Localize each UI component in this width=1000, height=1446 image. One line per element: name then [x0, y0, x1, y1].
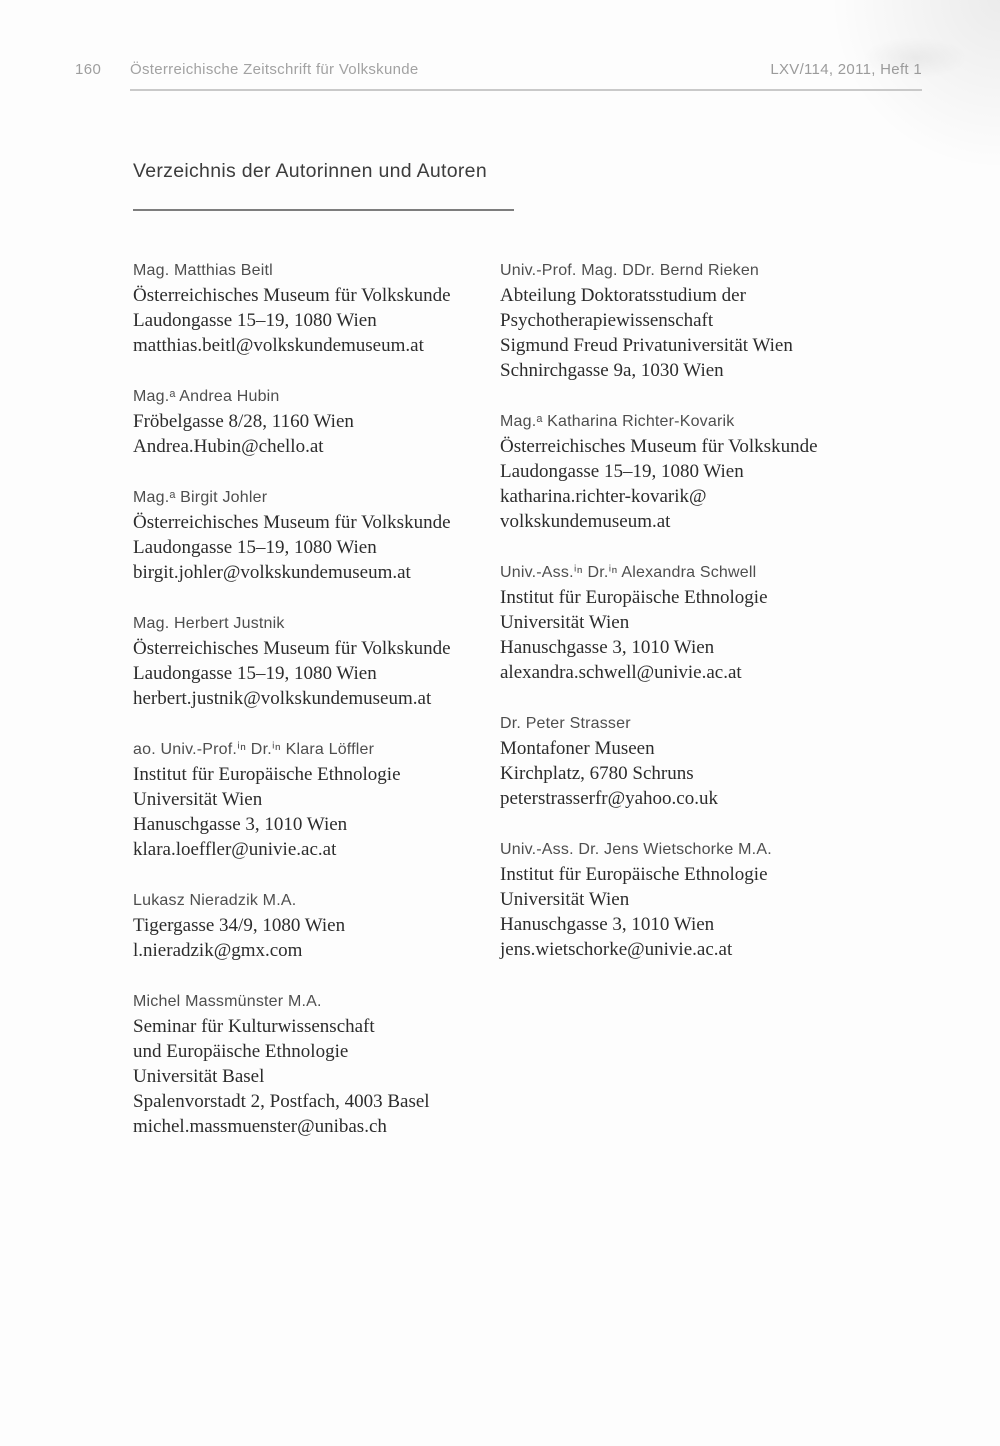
- author-address-line: Schnirchgasse 9a, 1030 Wien: [500, 360, 724, 381]
- author-address-line: Spalenvorstadt 2, Postfach, 4003 Basel: [133, 1091, 430, 1112]
- author-email: michel.massmuenster@unibas.ch: [133, 1116, 387, 1137]
- author-address-line: Laudongasse 15–19, 1080 Wien: [133, 310, 377, 331]
- author-name: Univ.-Prof. Mag. DDr. Bernd Rieken: [500, 262, 760, 279]
- author-name: Univ.-Ass. Dr. Jens Wietschorke M.A.: [500, 841, 772, 858]
- author-address-line: Tigergasse 34/9, 1080 Wien: [133, 915, 346, 936]
- author-email: alexandra.schwell@univie.ac.at: [500, 662, 742, 683]
- author-address-line: Hanuschgasse 3, 1010 Wien: [500, 914, 715, 935]
- author-name: ao. Univ.-Prof.ⁱⁿ Dr.ⁱⁿ Klara Löffler: [133, 741, 375, 758]
- author-address-line: und Europäische Ethnologie: [133, 1041, 349, 1062]
- author-email: birgit.johler@volkskundemuseum.at: [133, 562, 411, 583]
- author-address-line: Universität Basel: [133, 1066, 265, 1087]
- author-address-line: Institut für Europäische Ethnologie: [133, 764, 401, 785]
- author-address-line: Fröbelgasse 8/28, 1160 Wien: [133, 411, 354, 432]
- journal-name: Österreichische Zeitschrift für Volkskunde: [130, 61, 419, 78]
- author-address-line: Österreichisches Museum für Volkskunde: [500, 436, 818, 457]
- authors-column-left: [133, 258, 495, 1165]
- author-address-line: Institut für Europäische Ethnologie: [500, 864, 768, 885]
- author-email: herbert.justnik@volkskundemuseum.at: [133, 688, 432, 709]
- author-name: Mag.ᵃ Katharina Richter-Kovarik: [500, 413, 735, 430]
- author-entry: [133, 485, 495, 585]
- author-address-line: Kirchplatz, 6780 Schruns: [500, 763, 694, 784]
- title-underline: [133, 209, 514, 211]
- author-address-line: Universität Wien: [133, 789, 263, 810]
- issue-info: LXV/114, 2011, Heft 1: [770, 61, 922, 78]
- page-number: 160: [75, 61, 102, 78]
- author-address-line: Sigmund Freud Privatuniversität Wien: [500, 335, 793, 356]
- author-address-line: Laudongasse 15–19, 1080 Wien: [500, 461, 744, 482]
- author-name: Mag. Matthias Beitl: [133, 262, 273, 279]
- author-entry: [500, 258, 900, 383]
- header-rule: [130, 89, 922, 91]
- author-address-line: volkskundemuseum.at: [500, 511, 671, 532]
- author-address-line: Laudongasse 15–19, 1080 Wien: [133, 663, 377, 684]
- author-address-line: Abteilung Doktoratsstudium der: [500, 285, 746, 306]
- author-email: katharina.richter-kovarik@: [500, 486, 707, 507]
- author-address-line: Universität Wien: [500, 889, 630, 910]
- author-address-line: Universität Wien: [500, 612, 630, 633]
- author-entry: [133, 888, 495, 963]
- author-entry: [133, 737, 495, 862]
- author-address-line: Laudongasse 15–19, 1080 Wien: [133, 537, 377, 558]
- author-entry: [133, 384, 495, 459]
- author-address-line: Hanuschgasse 3, 1010 Wien: [133, 814, 348, 835]
- author-address-line: Seminar für Kulturwissenschaft: [133, 1016, 375, 1037]
- author-email: peterstrasserfr@yahoo.co.uk: [500, 788, 718, 809]
- author-email: jens.wietschorke@univie.ac.at: [500, 939, 733, 960]
- author-address-line: Psychotherapiewissenschaft: [500, 310, 714, 331]
- author-entry: [133, 258, 495, 358]
- author-email: l.nieradzik@gmx.com: [133, 940, 303, 961]
- author-address-line: Hanuschgasse 3, 1010 Wien: [500, 637, 715, 658]
- author-email: Andrea.Hubin@chello.at: [133, 436, 324, 457]
- authors-column-right: [500, 258, 900, 988]
- author-name: Mag.ᵃ Birgit Johler: [133, 489, 268, 506]
- author-name: Dr. Peter Strasser: [500, 715, 631, 732]
- running-head: [0, 61, 1000, 83]
- page-title: Verzeichnis der Autorinnen und Autoren: [133, 160, 487, 182]
- author-name: Univ.-Ass.ⁱⁿ Dr.ⁱⁿ Alexandra Schwell: [500, 564, 757, 581]
- author-address-line: Montafoner Museen: [500, 738, 655, 759]
- author-email: klara.loeffler@univie.ac.at: [133, 839, 337, 860]
- author-address-line: Österreichisches Museum für Volkskunde: [133, 512, 451, 533]
- author-name: Lukasz Nieradzik M.A.: [133, 892, 297, 909]
- author-address-line: Österreichisches Museum für Volkskunde: [133, 285, 451, 306]
- author-entry: [500, 560, 900, 685]
- author-address-line: Institut für Europäische Ethnologie: [500, 587, 768, 608]
- author-name: Michel Massmünster M.A.: [133, 993, 322, 1010]
- author-name: Mag.ᵃ Andrea Hubin: [133, 388, 280, 405]
- author-entry: [500, 837, 900, 962]
- author-entry: [500, 711, 900, 811]
- author-entry: [500, 409, 900, 534]
- author-name: Mag. Herbert Justnik: [133, 615, 285, 632]
- author-address-line: Österreichisches Museum für Volkskunde: [133, 638, 451, 659]
- author-entry: [133, 611, 495, 711]
- author-email: matthias.beitl@volkskundemuseum.at: [133, 335, 424, 356]
- author-entry: [133, 989, 495, 1139]
